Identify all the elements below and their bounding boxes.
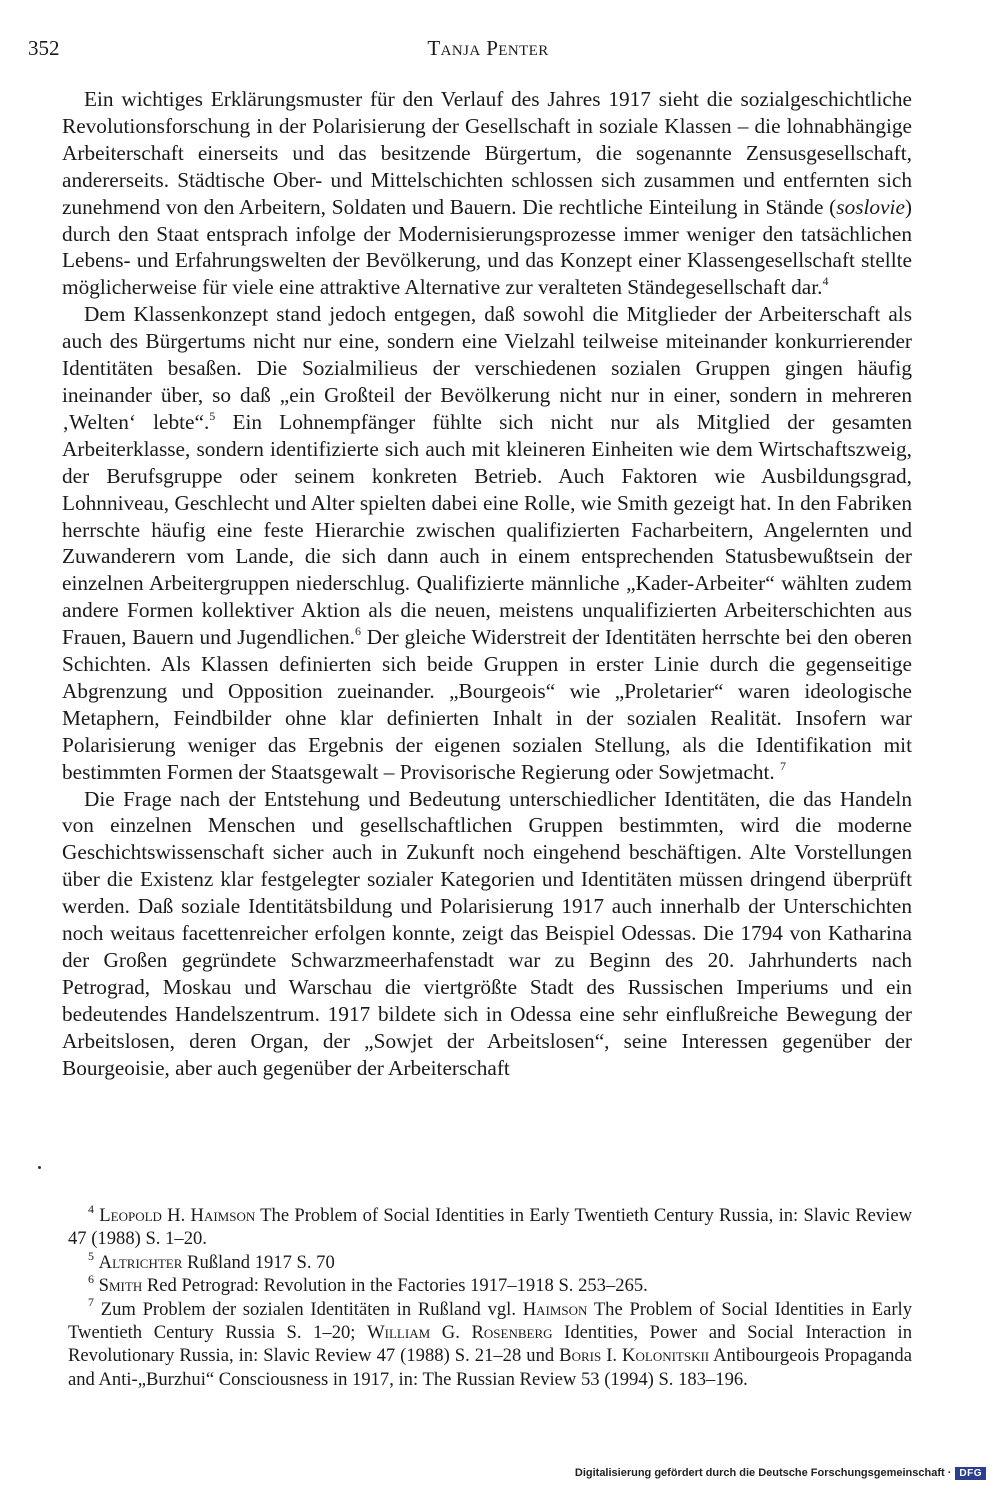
footnote-text: The Problem of Social Identities in Early Twentieth Century Russia, in: Slavic Review 47 (1988) S. 1–20. <box>68 1205 913 1250</box>
footnote-text: Red Petrograd: Revolution in the Factories 1917–1918 S. 253–265. <box>142 1275 648 1297</box>
digitization-credit <box>575 1464 986 1482</box>
running-head <box>28 36 948 66</box>
footnote-text: Identities, Power and Social Interaction in Revolutionary Russia, in: Slavic Review 47 (1988) S. 21–28 und <box>68 1322 912 1367</box>
footnote-author: William G. Rosenberg <box>367 1322 553 1344</box>
footnote-marker: 7 <box>780 758 787 773</box>
paragraph <box>62 301 912 785</box>
footnote-number: 5 <box>88 1248 94 1263</box>
paragraph-text: Der gleiche Widerstreit der Identitäten herrschte bei den oberen Schichten. Als Klassen definierten sich beide Gruppen in erster Linie durch die gegenseitige Abgrenzung und Opposition zueinander. „Bourgeois“ wie „Proletarier“ waren ideologische Metaphern, Feindbilder ohne klar definierten Inhalt in der sozialen Realität. Insofern war Polarisierung weniger das Ergebnis der eigenen sozialen Stellung, als die Identifikation mit bestimmten Formen der Staatsgewalt – Provisorische Regierung oder Sowjetmacht. <box>62 625 912 784</box>
footnote-marker: 4 <box>822 274 829 289</box>
paragraph-text: Dem Klassenkonzept stand jedoch entgegen, daß sowohl die Mitglieder der Arbeiterschaft als auch des Bürgertums nicht nur eine, sondern eine Vielzahl teilweise miteinander konkurrierender Identitäten besaßen. Die Sozialmilieus der verschiedenen sozialen Gruppen gingen häufig ineinander über, so daß „ein Großteil der Bevölkerung nicht nur in einer, sondern in mehreren ‚Welten‘ lebte“. <box>62 302 912 434</box>
footnote-author: Smith <box>98 1275 143 1297</box>
footnote-author: Altrichter <box>98 1251 183 1273</box>
footnote <box>68 1201 913 1251</box>
footnote <box>68 1248 912 1274</box>
paragraph-text: Ein Lohnempfänger fühlte sich nicht nur als Mitglied der gesamten Arbeiterklasse, sondern identifizierte sich auch mit kleineren Einheiten wie dem Wirtschaftszweig, der Berufsgruppe oder seinem konkreten Betrieb. Auch Faktoren wie Ausbildungsgrad, Lohnniveau, Geschlecht und Alter spielten dabei eine Rolle, wie Smith gezeigt hat. In den Fabriken herrschte häufig eine feste Hierarchie zwischen qualifizierten Facharbeitern, Angelernten und Zuwanderern vom Lande, die sich dann auch in einem entsprechenden Statusbewußtsein der einzelnen Arbeitergruppen niederschlug. Qualifizierte männliche „Kader-Arbeiter“ wählten zudem andere Formen kollektiver Aktion als die neuen, meistens unqualifizierten Arbeiterschichten aus Frauen, Bauern und Jugendlichen. <box>62 409 912 650</box>
scan-mark <box>38 1166 41 1169</box>
footnote-author: Haimson <box>522 1298 588 1320</box>
footnote-text: Zum Problem der sozialen Identitäten in Rußland vgl. <box>94 1298 523 1320</box>
footnote-number: 4 <box>88 1201 94 1216</box>
footnote <box>68 1274 912 1297</box>
emphasis-term: soslovie <box>836 194 905 219</box>
footnote-author: Boris I. Kolonitskii <box>559 1345 710 1367</box>
paragraph-text: ) durch den Staat entsprach infolge der Modernisierungsprozesse immer weniger den tatsächlichen Lebens- und Erfahrungswelten der Bevölkerung, und das Konzept einer Klassengesellschaft stellte möglicherweise für viele eine attraktive Alternative zur veralteten Ständegesellschaft dar. <box>62 194 912 300</box>
body-text <box>62 86 912 1082</box>
footnote-text: Rußland 1917 S. 70 <box>182 1251 335 1273</box>
paragraph <box>62 786 912 1082</box>
footnote-author: Leopold H. Haimson <box>99 1205 256 1226</box>
dfg-logo-icon: DFG <box>955 1467 986 1480</box>
running-title: Tanja Penter <box>427 36 549 60</box>
footnote-text: The Problem of Social Identities in Early Twentieth Century Russia S. 1–20; <box>68 1298 912 1344</box>
paragraph-text: Ein wichtiges Erklärungsmuster für den Verlauf des Jahres 1917 sieht die sozialgeschichtliche Revolutionsforschung in der Polarisierung der Gesellschaft in soziale Klassen – die lohnabhängige Arbeiterschaft einerseits und das besitzende Bürgertum, die sogenannte Zensusgesellschaft, andererseits. Städtische Ober- und Mittelschichten schlossen sich zusammen und entfernten sich zunehmend von den Arbeitern, Soldaten und Bauern. Die rechtliche Einteilung in Stände ( <box>62 87 912 219</box>
footnote-marker: 6 <box>354 624 361 639</box>
footnotes <box>68 1201 913 1391</box>
footnote-number: 7 <box>88 1295 94 1310</box>
footnote-marker: 5 <box>209 408 216 423</box>
footnote-text: Antibourgeois Propaganda and Anti-„Burzhui“ Consciousness in 1917, in: The Russian Review 53 (1994) S. 183–196. <box>68 1345 912 1390</box>
footnote <box>68 1295 912 1392</box>
page-number: 352 <box>28 36 60 60</box>
footnote-number: 6 <box>88 1272 94 1287</box>
paragraph-text: Die Frage nach der Entstehung und Bedeutung unterschiedlicher Identitäten, die das Handeln von einzelnen Menschen und gesellschaftlichen Gruppen bestimmten, wird die moderne Geschichtswissenschaft sicher auch in Zukunft noch eingehend beschäftigen. Alte Vorstellungen über die Existenz klar festgelegter sozialer Kategorien und Identitäten müssen dringend überprüft werden. Daß soziale Identitätsbildung und Polarisierung 1917 auch innerhalb der Unterschichten noch weitaus facettenreicher erfolgen konnte, zeigt das Beispiel Odessas. Die 1794 von Katharina der Großen gegründete Schwarzmeerhafenstadt war zu Beginn des 20. Jahrhunderts nach Petrograd, Moskau und Warschau die viertgrößte Stadt des Russischen Imperiums und ein bedeutendes Handelszentrum. 1917 bildete sich in Odessa eine sehr einflußreiche Bewegung der Arbeitslosen, deren Organ, der „Sowjet der Arbeitslosen“, seine Interessen gegenüber der Bourgeoisie, aber auch gegenüber der Arbeiterschaft <box>62 786 912 1080</box>
paragraph <box>62 86 912 301</box>
digitization-note: Digitalisierung gefördert durch die Deutsche Forschungsgemeinschaft · <box>574 1467 952 1479</box>
